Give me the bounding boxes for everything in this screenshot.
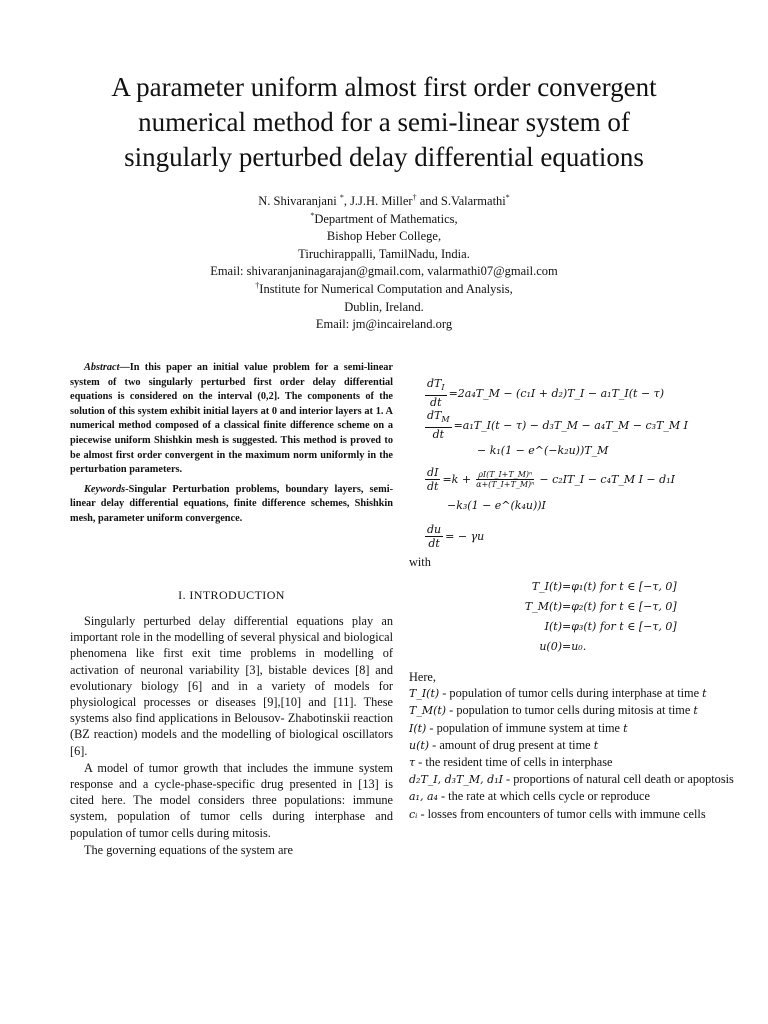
eq2-continuation: − k₁(1 − e^(−k₂u))T_M [477,443,609,457]
affiliation-1-dept [84,211,684,229]
eq3-den: dt [427,479,439,493]
eq4-fraction [425,523,443,550]
def-1-symbol: T_I(t) [409,687,440,701]
eq2-rhs: =a₁T_I(t − τ) − d₃T_M − a₄T_M − c₃T_M I [453,418,689,432]
eq2-den: dt [432,427,445,441]
intro-paragraph-1: Singularly perturbed delay differential equations play an important role in the modelling of several physical and biological phenomena like first exit time problems in modelling of activation of neuronal variability [3], bistable devices [8] and evolutionary biology [6] and in a variety of models for physiological processes or diseases [9],[10] and [11]. These systems also find applications in Belousov- Zhabotinskii reaction (BZ reaction) models and the modelling of biological oscillators [6]. [70,614,393,758]
definition-item [409,806,734,823]
section-heading-introduction: I. INTRODUCTION [178,588,285,602]
eq3-inner-num: ρI(T_I+T_M)ⁿ [478,469,533,479]
equation-2 [425,410,688,440]
eq3-num: dI [427,465,439,479]
definition-item [409,771,734,788]
abstract-block [70,361,393,527]
title-line-1: A parameter uniform almost first order convergent [111,72,657,102]
ic-4-rhs: =u₀. [562,640,587,653]
abstract-text: —In this paper an initial value problem for a semi-linear system of two singularly perturbed first order delay differential equations is considered on the interval (0,2]. The components of the solution of this system exhibit initial layers at 0 and interior layers at 1. A numerical method composed of a classical finite difference scheme on a piecewise uniform Shishkin mesh is suggested. This method is proved to be almost first order convergent in the maximum norm uniformly in the perturbation parameters. [70,362,393,476]
equation-2-continued [477,440,608,460]
eq2-fraction [425,409,452,440]
def-7-text: - the rate at which cells cycle or reproduce [437,789,650,804]
def-4-t: t [593,738,599,752]
initial-condition-row [480,620,752,640]
affiliation-2-inst-text: Institute for Numerical Computation and Analysis, [259,281,513,296]
eq1-den: dt [430,395,442,409]
ic-3-lhs: I(t) [544,620,562,633]
author-block [84,193,684,334]
eq2-num: dT [427,409,442,423]
def-2-symbol: T_M(t) [409,704,447,718]
eq1-rhs: =2a₄T_M − (c₁I + d₂)T_I − a₁T_I(t − τ) [448,386,665,400]
def-3-t: t [623,721,628,735]
here-label: Here, [409,670,436,684]
eq3-fraction [425,466,440,493]
eq2-num-sub: M [441,415,450,425]
author-1: N. Shivaranjani [258,194,337,208]
def-2-text: - population to tumor cells during mitosis at time [446,703,694,718]
ic-2-rhs: =φ₂(t) for t ∈ [−τ, 0] [562,600,677,613]
eq3-inner-fraction [474,470,536,489]
ic-1-rhs: =φ₁(t) for t ∈ [−τ, 0] [562,580,677,593]
def-8-symbol: cᵢ [409,807,418,821]
def-1-text: - population of tumor cells during interphase at time [439,686,703,701]
author-2-mark: † [412,193,417,202]
def-6-text: - proportions of natural cell death or apoptosis [502,772,734,787]
keywords-label: Keywords [84,483,126,495]
definition-item [409,788,734,805]
affiliation-2-city: Dublin, Ireland. [344,299,424,314]
definition-item [409,685,734,702]
abstract-label: Abstract [84,362,120,373]
affiliation-2-mark: † [255,280,260,290]
initial-condition-row [480,600,752,620]
affiliation-1-email: Email: shivaranjaninagarajan@gmail.com, valarmathi07@gmail.com [210,264,558,279]
affiliation-2-email: Email: jm@incaireland.org [315,317,453,332]
eq1-num-sub: I [441,383,445,393]
definition-item [409,754,734,771]
initial-condition-row [480,640,752,660]
affiliation-1-mark: * [310,210,315,220]
definition-item [409,702,734,719]
eq3-inner-den: α+(T_I+T_M)ⁿ [476,479,535,489]
def-8-text: - losses from encounters of tumor cells with immune cells [417,806,706,821]
def-2-t: t [693,704,698,718]
def-3-symbol: I(t) [409,721,427,735]
title-line-2: numerical method for a semi-linear system of [138,107,630,137]
ic-3-rhs: =φ₃(t) for t ∈ [−τ, 0] [562,620,677,633]
affiliation-2-inst [84,281,684,299]
equation-4 [425,521,484,551]
equation-3-continued [447,495,546,515]
def-5-symbol: τ [409,756,416,770]
author-2: , J.J.H. Miller [343,194,413,208]
author-1-mark: * [339,193,344,202]
keywords-text: -Singular Perturbation problems, boundary layers, semi-linear delay differential equations, finite difference schemes, Shishkin mesh, parameter uniform convergence. [70,483,393,524]
abstract-paragraph [70,361,393,478]
eq4-num: du [427,522,442,536]
intro-paragraph-3: The governing equations of the system are [84,842,293,857]
author-3: and S.Valarmathi [416,194,506,208]
eq4-den: dt [428,536,440,550]
with-label: with [409,555,431,569]
def-7-symbol: a₁, a₄ [409,790,438,804]
affiliation-1-city: Tiruchirappalli, TamilNadu, India. [298,246,470,261]
keywords-paragraph [70,483,393,527]
initial-condition-row [480,580,752,600]
definition-item [409,720,734,737]
def-4-symbol: u(t) [409,738,430,752]
ic-2-lhs: T_M(t) [524,600,562,613]
author-3-mark: * [505,193,510,202]
eq1-num: dT [427,377,442,391]
intro-paragraph-2: A model of tumor growth that includes the immune system response and a cycle-phase-specific drug presented in [13] is cited here. The model considers three populations: immune system, population of tumor cells during interphase and population of tumor cells during mitosis. [70,760,393,840]
ic-1-lhs: T_I(t) [531,580,562,593]
def-3-text: - population of immune system at time [426,720,624,735]
eq4-rhs: = − γu [445,529,485,543]
ic-4-lhs: u(0) [539,640,562,653]
author-line [84,193,684,211]
initial-conditions [480,580,752,660]
def-5-text: - the resident time of cells in interphase [415,755,613,770]
affiliation-1-college: Bishop Heber College, [326,229,442,244]
introduction-body [70,613,393,858]
eq3-rhs-b: − c₂IT_I − c₄T_M I − d₁I [539,472,675,486]
equation-3 [425,464,675,494]
affiliation-1-dept-text: Department of Mathematics, [314,211,458,226]
title-line-3: singularly perturbed delay differential equations [124,142,644,172]
equation-1 [425,378,664,408]
paper-title [40,70,728,175]
def-4-text: - amount of drug present at time [429,737,594,752]
eq1-fraction [425,377,447,408]
eq3-rhs-a: =k + [442,472,472,486]
variable-definitions [409,669,734,823]
def-6-symbol: d₂T_I, d₃T_M, d₁I [409,773,503,787]
definition-item [409,737,734,754]
eq3-continuation: −k₃(1 − e^(k₄u))I [447,498,546,512]
def-1-t: t [702,687,707,701]
